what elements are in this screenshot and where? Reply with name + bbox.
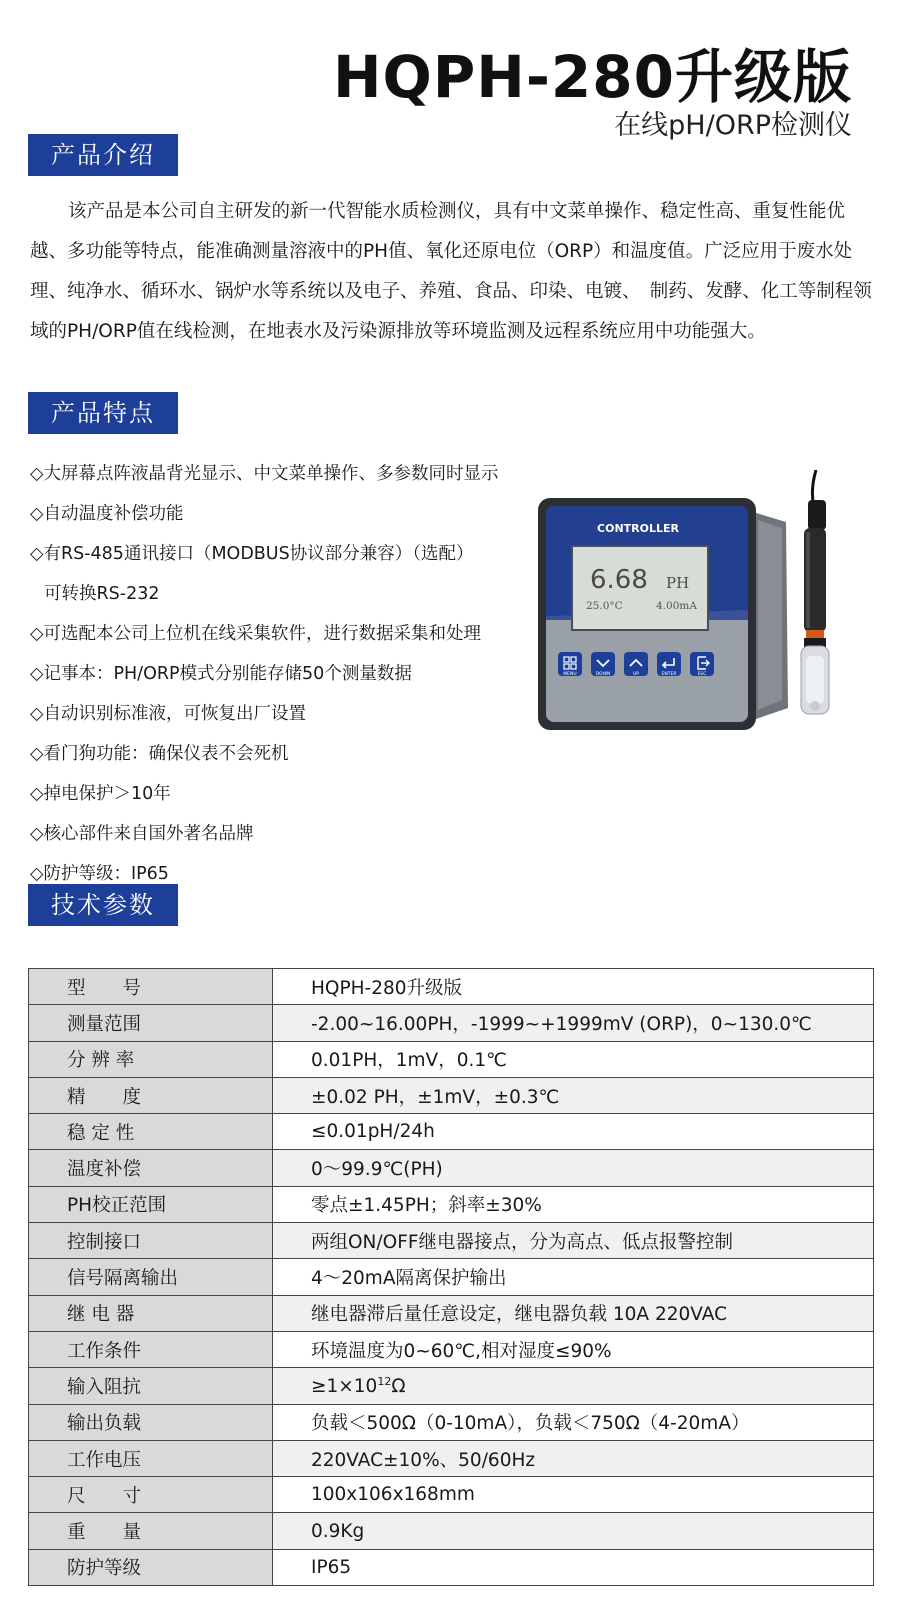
param-key: 分 辨 率 <box>29 1041 273 1077</box>
table-row <box>29 1295 874 1331</box>
table-row <box>29 1223 874 1259</box>
table-row <box>29 1077 874 1113</box>
feature-item: ◇看门狗功能：确保仪表不会死机 <box>30 744 289 764</box>
param-key: 尺 寸 <box>29 1477 273 1513</box>
svg-text:MENU: MENU <box>563 672 577 677</box>
param-key: 输出负载 <box>29 1404 273 1440</box>
param-value: 4～20mA隔离保护输出 <box>273 1259 874 1295</box>
params-table <box>28 968 874 1586</box>
param-value: IP65 <box>273 1549 874 1585</box>
device-button-down <box>591 652 615 677</box>
product-subtitle: 在线pH/ORP检测仪 <box>614 110 852 141</box>
device-brand: CONTROLLER <box>597 522 679 535</box>
device-button-up <box>624 652 648 677</box>
param-value: HQPH-280升级版 <box>273 969 874 1005</box>
product-title: HQPH-280升级版 <box>332 43 852 111</box>
table-row <box>29 1186 874 1222</box>
table-row <box>29 1549 874 1585</box>
device-temp: 25.0°C <box>586 600 623 612</box>
section-tag-intro: 产品介绍 <box>28 134 178 176</box>
table-row <box>29 1041 874 1077</box>
table-row <box>29 1331 874 1367</box>
intro-paragraph: 该产品是本公司自主研发的新一代智能水质检测仪，具有中文菜单操作、稳定性高、重复性能优越、多功能等特点，能准确测量溶液中的PH值、氧化还原电位（ORP）和温度值。广泛应用于废水处理、纯净水、循环水、锅炉水等系统以及电子、养殖、食品、印染、电镀、 制药、发酵、化工等制程领域的PH/ORP值在线检测，在地表水及污染源排放等环境监测及远程系统应用中功能强大。 <box>30 201 872 342</box>
impedance-base: ≥1×10 <box>311 1375 378 1397</box>
feature-item: ◇自动识别标准液，可恢复出厂设置 <box>30 704 306 724</box>
param-key: 测量范围 <box>29 1005 273 1041</box>
table-row <box>29 1440 874 1476</box>
device-button-enter <box>657 652 681 677</box>
param-value: 0.9Kg <box>273 1513 874 1549</box>
table-row <box>29 1513 874 1549</box>
param-key: 工作电压 <box>29 1440 273 1476</box>
table-row <box>29 1005 874 1041</box>
param-value: 负载＜500Ω（0-10mA），负载＜750Ω（4-20mA） <box>273 1404 874 1440</box>
svg-text:DOWN: DOWN <box>595 672 611 677</box>
table-row <box>29 969 874 1005</box>
table-row <box>29 1368 874 1404</box>
param-value: 0～99.9℃(PH) <box>273 1150 874 1186</box>
param-key: PH校正范围 <box>29 1186 273 1222</box>
feature-item: ◇记事本：PH/ORP模式分别能存储50个测量数据 <box>30 664 412 684</box>
param-value: 0.01PH，1mV，0.1℃ <box>273 1041 874 1077</box>
param-value: ±0.02 PH，±1mV，±0.3℃ <box>273 1077 874 1113</box>
feature-item: ◇掉电保护＞10年 <box>30 784 171 804</box>
param-key: 继 电 器 <box>29 1295 273 1331</box>
param-key: 信号隔离输出 <box>29 1259 273 1295</box>
param-value: 零点±1.45PH；斜率±30% <box>273 1186 874 1222</box>
param-key: 防护等级 <box>29 1549 273 1585</box>
device-button-esc <box>690 652 714 677</box>
param-value <box>273 1368 874 1404</box>
device-unit: PH <box>666 574 690 592</box>
table-row <box>29 1477 874 1513</box>
param-key: 精 度 <box>29 1077 273 1113</box>
svg-text:ENTER: ENTER <box>661 672 677 677</box>
param-key: 重 量 <box>29 1513 273 1549</box>
svg-text:ESC: ESC <box>697 672 707 677</box>
param-value: 220VAC±10%、50/60Hz <box>273 1440 874 1476</box>
device-reading: 6.68 <box>590 565 648 595</box>
table-row <box>29 1150 874 1186</box>
controller-device-image <box>538 470 878 740</box>
ph-electrode-probe-icon <box>801 470 829 714</box>
svg-text:UP: UP <box>632 672 640 677</box>
feature-item: ◇核心部件来自国外著名品牌 <box>30 824 254 844</box>
feature-item-continued: 可转换RS-232 <box>44 584 160 604</box>
param-value: 继电器滞后量任意设定，继电器负载 10A 220VAC <box>273 1295 874 1331</box>
param-value: 环境温度为0~60℃,相对湿度≤90% <box>273 1331 874 1367</box>
feature-item: ◇自动温度补偿功能 <box>30 504 184 524</box>
feature-item: ◇有RS-485通讯接口（MODBUS协议部分兼容）（选配） <box>30 544 474 564</box>
section-tag-params: 技术参数 <box>28 884 178 926</box>
feature-item: ◇大屏幕点阵液晶背光显示、中文菜单操作、多参数同时显示 <box>30 464 499 484</box>
impedance-exponent: 12 <box>377 1374 392 1388</box>
feature-list <box>30 457 550 897</box>
feature-item: ◇可选配本公司上位机在线采集软件，进行数据采集和处理 <box>30 624 481 644</box>
param-key: 型 号 <box>29 969 273 1005</box>
table-row <box>29 1404 874 1440</box>
table-row <box>29 1259 874 1295</box>
section-tag-features: 产品特点 <box>28 392 178 434</box>
impedance-unit: Ω <box>391 1375 406 1397</box>
param-key: 温度补偿 <box>29 1150 273 1186</box>
param-value: ≤0.01pH/24h <box>273 1114 874 1150</box>
param-value: -2.00~16.00PH，-1999~+1999mV (ORP)，0~130.0℃ <box>273 1005 874 1041</box>
device-current: 4.00mA <box>656 600 697 612</box>
param-key: 工作条件 <box>29 1331 273 1367</box>
param-key: 输入阻抗 <box>29 1368 273 1404</box>
device-button-menu <box>558 652 582 677</box>
param-key: 控制接口 <box>29 1223 273 1259</box>
param-value: 100x106x168mm <box>273 1477 874 1513</box>
param-key: 稳 定 性 <box>29 1114 273 1150</box>
feature-item: ◇防护等级：IP65 <box>30 864 169 884</box>
param-value: 两组ON/OFF继电器接点，分为高点、低点报警控制 <box>273 1223 874 1259</box>
table-row <box>29 1114 874 1150</box>
